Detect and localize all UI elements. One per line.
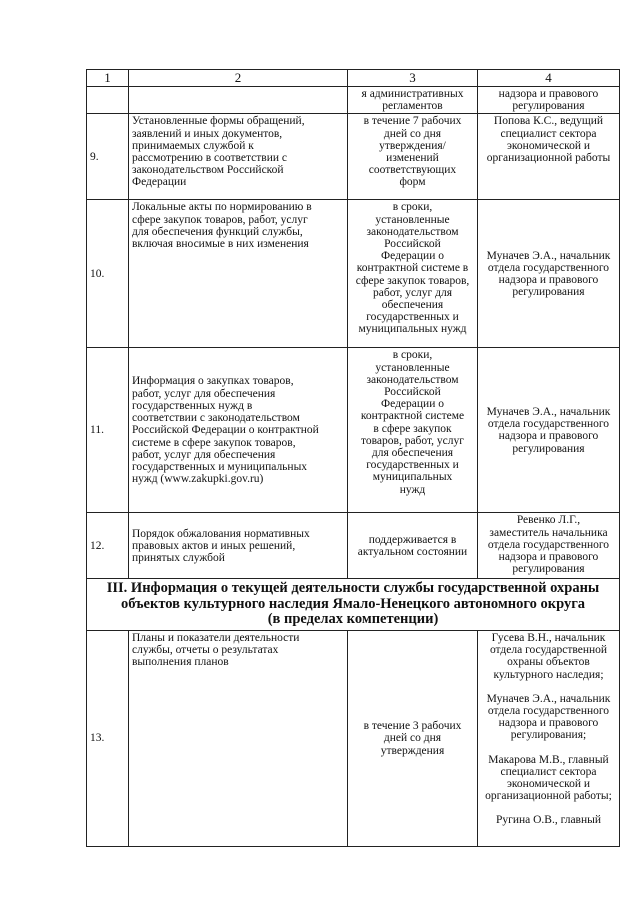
responsible-entry: Муначев Э.А., начальник отдела государственного надзора и правового регулирования; [486,692,611,742]
responsible-entry: Макарова М.В., главный специалист сектора экономической и организационной работы; [485,753,612,803]
row-term: в течение 3 рабочих дней со дня утверждения [348,630,478,846]
row-item: Порядок обжалования нормативных правовых актов и иных решений, принятых службой [129,513,348,579]
responsible-entry: Ругина О.В., главный [495,814,602,827]
header-col-2: 2 [129,70,348,87]
table-row [87,513,620,579]
row-number: 11. [87,348,129,513]
row-term: в течение 7 рабочих дней со дня утверждения/ изменений соответствующих форм [348,114,478,200]
section-title: III. Информация о текущей деятельности службы государственной охраны объектов культурного наследия Ямало-Ненецкого автономного округа (в пределах компетенции) [87,579,620,631]
row-term: в сроки, установленные законодательством Российской Федерации о контрактной системе в сфере закупок товаров, работ, услуг для обеспечения государственных и муниципальных нужд [348,348,478,513]
table-row [87,200,620,348]
row-number: 9. [87,114,129,200]
row-term: поддерживается в актуальном состоянии [348,513,478,579]
row-number [87,87,129,114]
row-number: 13. [87,630,129,846]
row-item: Информация о закупках товаров, работ, услуг для обеспечения государственных нужд в соответствии с законодательством Российской Федерации о контрактной системе в сфере закупок товаров, работ, услуг для обеспечения государственных и муниципальных нужд (www.zakupki.gov.ru) [129,348,348,513]
row-responsible: Муначев Э.А., начальник отдела государственного надзора и правового регулирования [478,200,620,348]
row-responsible: Муначев Э.А., начальник отдела государственного надзора и правового регулирования [478,348,620,513]
table-row [87,348,620,513]
header-col-3: 3 [348,70,478,87]
row-term: я административных регламентов [348,87,478,114]
row-responsible [478,630,620,846]
row-responsible: Ревенко Л.Г., заместитель начальника отдела государственного надзора и правового регулирования [478,513,620,579]
row-number: 10. [87,200,129,348]
table-row [87,114,620,200]
row-item: Установленные формы обращений, заявлений и иных документов, принимаемых службой к рассмотрению в соответствии с законодательством Российской Федерации [129,114,348,200]
row-item: Планы и показатели деятельности службы, отчеты о результатах выполнения планов [129,630,348,846]
row-number: 12. [87,513,129,579]
header-col-1: 1 [87,70,129,87]
row-item [129,87,348,114]
table-row [87,630,620,846]
row-term: в сроки, установленные законодательством Российской Федерации о контрактной системе в сфере закупок товаров, работ, услуг для обеспечения государственных и муниципальных нужд [348,200,478,348]
table-row [87,87,620,114]
responsible-entry: Гусева В.Н., начальник отдела государственной охраны объектов культурного наследия; [489,631,608,681]
section-heading-row [87,579,620,631]
document-table [86,69,620,847]
table-header-row [87,70,620,87]
row-item: Локальные акты по нормированию в сфере закупок товаров, работ, услуг для обеспечения функций службы, включая вносимые в них изменения [129,200,348,348]
row-responsible: надзора и правового регулирования [478,87,620,114]
header-col-4: 4 [478,70,620,87]
row-responsible: Попова К.С., ведущий специалист сектора экономической и организационной работы [478,114,620,200]
